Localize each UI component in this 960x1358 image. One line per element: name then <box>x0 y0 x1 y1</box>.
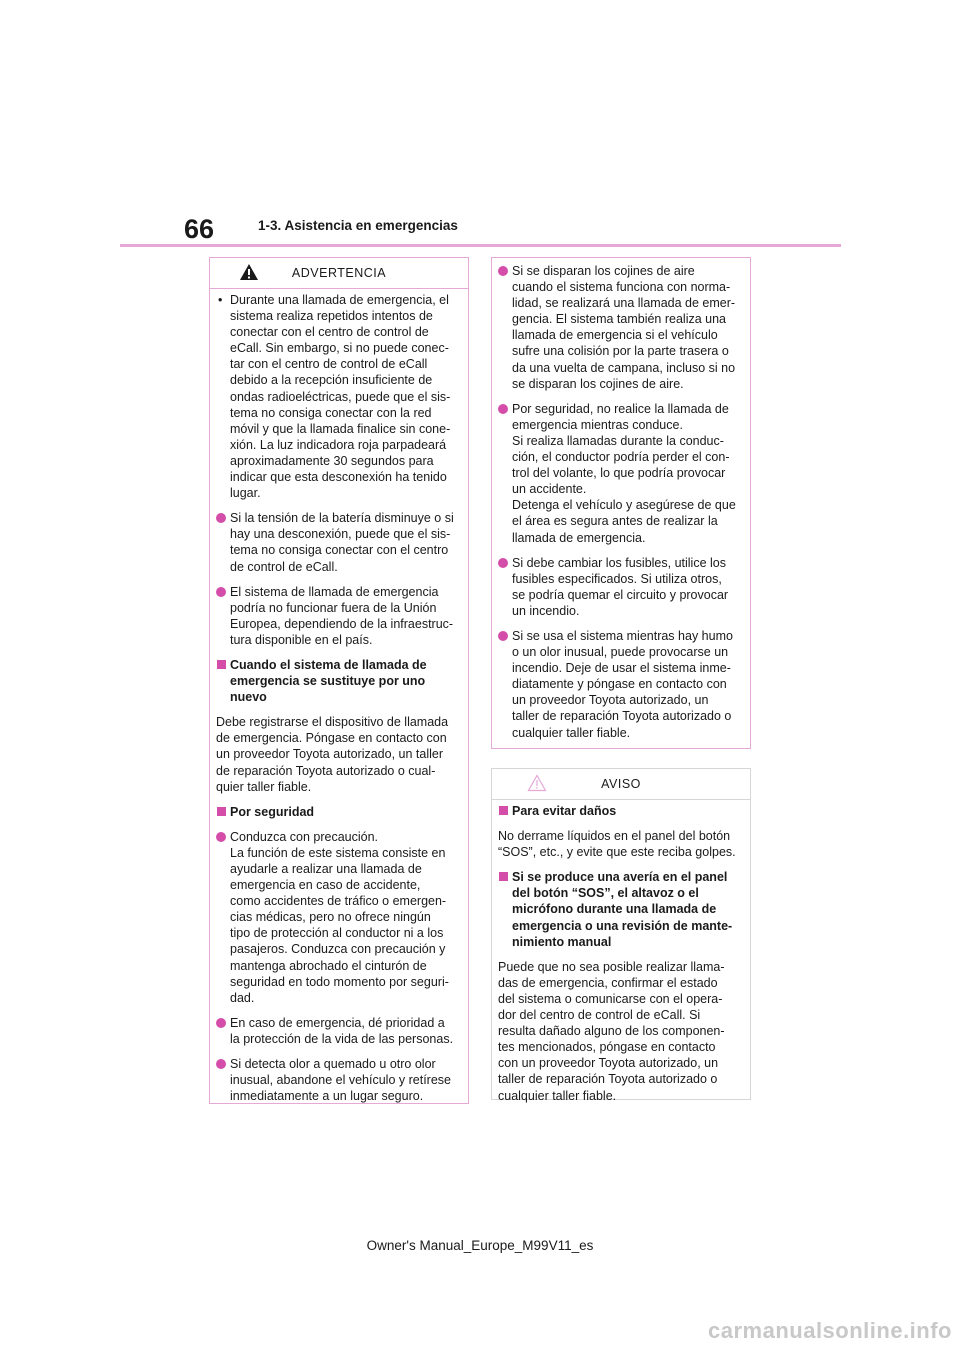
bullet-dot-icon <box>498 631 508 641</box>
paragraph-text: Puede que no sea posible realizar llama- das de emergencia, confirmar el estado del sistema o comunicarse con el opera- dor del centro de control de eCall. Si resulta dañado alguno de los componen- tes mencionados, póngase en contacto con un proveedor Toyota autorizado, un taller de reparación Toyota autorizado o cualquier taller fiable. <box>498 959 725 1103</box>
warning-title: ADVERTENCIA <box>291 266 387 280</box>
bullet-item <box>216 292 464 501</box>
bullet-dot-icon <box>498 558 508 568</box>
bullet-dot-icon <box>216 1059 226 1069</box>
footer-doc-id: Owner's Manual_Europe_M99V11_es <box>366 1238 594 1253</box>
warning-content-right <box>498 263 746 750</box>
bullet-text: Conduzca con precaución. La función de este sistema consiste en ayudarle a realizar una llamada de emergencia en caso de accidente, como accidentes de tráfico o emergen- cias médicas, pero no ofrece ningún tipo de protección al conductor ni a los pasajeros. Conduzca con precaución y mantenga abrochado el cinturón de seguridad en todo momento por seguri- dad. <box>230 829 449 1005</box>
subheading-item <box>216 657 464 705</box>
section-title: 1-3. Asistencia en emergencias <box>258 218 458 233</box>
notice-box <box>491 768 751 1103</box>
bullet-text: Si detecta olor a quemado u otro olor inusual, abandone el vehículo y retírese inmediatamente a un lugar seguro. <box>230 1057 451 1104</box>
bullet-text: Por seguridad, no realice la llamada de emergencia mientras conduce. Si realiza llamadas durante la conduc- ción, el conductor podría perder el con- trol del volante, lo que podría provocar un accidente. Detenga el vehículo y asegúrese de que el área es segura antes de realizar la llamada de emergencia. <box>512 401 736 545</box>
bullet-item <box>216 510 464 574</box>
caution-triangle-icon <box>527 774 547 792</box>
notice-content <box>498 803 746 1113</box>
notice-header <box>492 769 750 800</box>
notice-title: AVISO <box>601 777 641 791</box>
warning-content-left <box>216 292 464 1113</box>
bullet-item <box>498 628 746 741</box>
paragraph <box>498 959 746 1104</box>
bullet-square-icon <box>217 807 226 816</box>
bullet-text: El sistema de llamada de emergencia podría no funcionar fuera de la Unión Europea, dependiendo de la infraestruc- tura disponible en el país. <box>230 584 454 647</box>
warning-box-left <box>209 257 469 1104</box>
subheading-item <box>216 804 464 820</box>
bullet-item <box>216 1015 464 1047</box>
header-rule <box>120 244 841 247</box>
subheading-text: Por seguridad <box>230 804 315 819</box>
bullet-text: Si la tensión de la batería disminuye o si hay una desconexión, puede que el sis- tema no consiga conectar con el centro de control de eCall. <box>230 511 454 574</box>
subheading-text: Cuando el sistema de llamada de emergencia se sustituye por uno nuevo <box>230 657 427 705</box>
bullet-text: Si se disparan los cojines de aire cuando el sistema funciona con norma- lidad, se realizará una llamada de emer- gencia. El sistema también realiza una llamada de emergencia si el vehículo sufre una colisión por la parte trasera o da una vuelta de campana, incluso si no se disparan los cojines de aire. <box>512 264 736 391</box>
paragraph <box>216 714 464 794</box>
bullet-dot-icon <box>216 832 226 842</box>
bullet-dot-icon <box>498 404 508 414</box>
subheading-text: Si se produce una avería en el panel del botón “SOS”, el altavoz o el micrófono durante una llamada de emergencia o una revisión de mante- nimiento manual <box>512 870 733 949</box>
page-number: 66 <box>184 214 215 244</box>
subheading-item <box>498 803 746 819</box>
bullet-item <box>498 401 746 546</box>
bullet-item <box>216 829 464 1006</box>
warning-triangle-icon <box>239 263 259 281</box>
bullet-text: Durante una llamada de emergencia, el sistema realiza repetidos intentos de conectar con el centro de control de eCall. Sin embargo, si no puede conec- tar con el centro de control de eCall debido a la recepción insuficiente de ondas radioeléctricas, puede que el sis- tema no consiga conectar con la red móvil y que la llamada finalice sin cone- xión. La luz indicadora roja parpadeará aproximadamente 30 segundos para indicar que esta desconexión ha tenido lugar. <box>230 293 451 501</box>
bullet-marker: • <box>218 293 223 307</box>
bullet-dot-icon <box>498 266 508 276</box>
bullet-dot-icon <box>216 1018 226 1028</box>
bullet-text: Si se usa el sistema mientras hay humo o un olor inusual, puede provocarse un incendio. Deje de usar el sistema inme- diatamente y póngase en contacto con un proveedor Toyota autorizado, un taller de reparación Toyota autorizado o cualquier taller fiable. <box>512 628 733 740</box>
warning-box-right <box>491 257 751 749</box>
watermark: carmanualsonline.info <box>708 1318 952 1343</box>
bullet-item <box>498 263 746 392</box>
paragraph <box>498 828 746 860</box>
bullet-square-icon <box>499 872 508 881</box>
subheading-item <box>498 869 746 949</box>
bullet-item <box>216 1056 464 1104</box>
paragraph-text: No derrame líquidos en el panel del botón “SOS”, etc., y evite que este reciba golpes. <box>498 829 736 860</box>
bullet-square-icon <box>499 806 508 815</box>
bullet-text: Si debe cambiar los fusibles, utilice los fusibles especificados. Si utiliza otros, se podría quemar el circuito y provocar un incendio. <box>512 555 729 618</box>
paragraph-text: Debe registrarse el dispositivo de llamada de emergencia. Póngase en contacto con un proveedor Toyota autorizado, un taller de reparación Toyota autorizado o cual- quier taller fiable. <box>216 715 449 794</box>
bullet-item <box>498 555 746 619</box>
bullet-dot-icon <box>216 587 226 597</box>
bullet-item <box>216 584 464 648</box>
bullet-dot-icon <box>216 513 226 523</box>
bullet-text: En caso de emergencia, dé prioridad a la protección de la vida de las personas. <box>230 1015 454 1046</box>
warning-header <box>210 258 468 289</box>
bullet-square-icon <box>217 660 226 669</box>
subheading-text: Para evitar daños <box>512 804 617 818</box>
